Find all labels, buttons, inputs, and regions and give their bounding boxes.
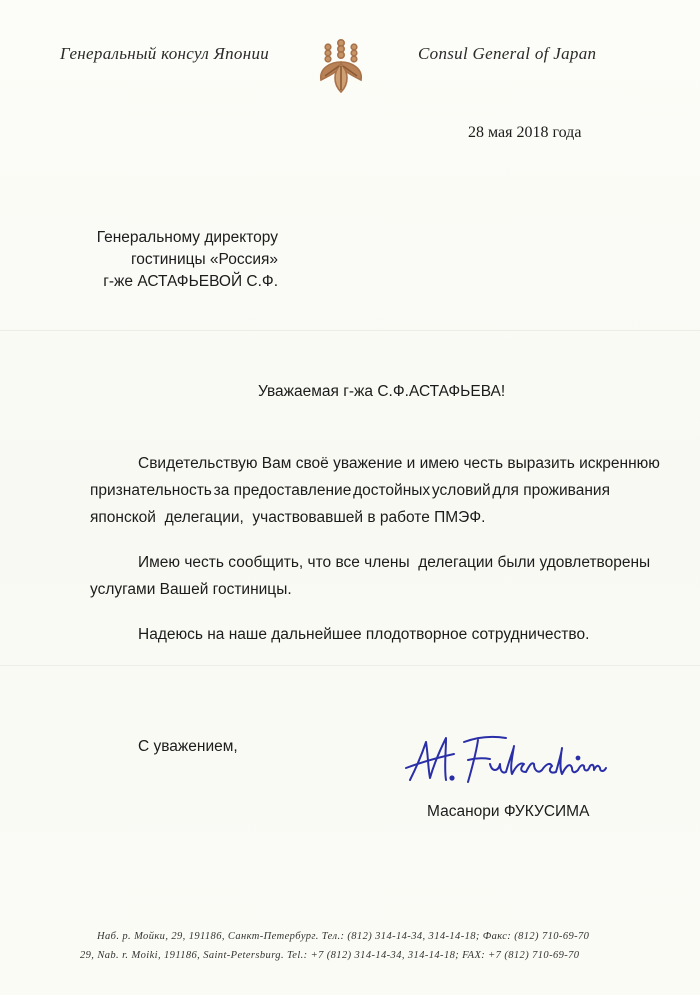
paragraph-line: Свидетельствую Вам своё уважение и имею честь выразить искреннюю [138,455,660,472]
paragraph-line: услугами Вашей гостиницы. [90,581,292,598]
signer-name: Масанори ФУКУСИМА [427,803,590,820]
addressee-block [64,227,278,293]
word: за предоставление [213,482,352,499]
word: достойных [353,482,431,499]
paragraph-line: Имею честь сообщить, что все члены делегации были удовлетворены [138,554,651,571]
paulownia-crest-icon [311,36,371,96]
paragraph-line: японской делегации, участвовавшей в работе ПМЭФ. [90,509,486,526]
salutation: Уважаемая г-жа С.Ф.АСТАФЬЕВА! [258,383,506,400]
addressee-line: Генеральному директору [96,229,278,246]
letterhead-title-ru: Генеральный консул Японии [60,44,270,63]
addressee-line: гостиницы «Россия» [130,251,278,268]
footer-address-en: 29, Nab. r. Moiki, 191186, Saint-Petersburg. Tel.: +7 (812) 314-14-34, 314-14-18; FAX: +7 (812) 710-69-70 [80,950,580,961]
addressee-line: г-же АСТАФЬЕВОЙ С.Ф. [103,273,278,290]
paragraph-line: Надеюсь на наше дальнейшее плодотворное сотрудничество. [138,626,590,643]
letter-date: 28 мая 2018 года [468,124,582,141]
paragraph-line [90,477,610,504]
word: признательность [90,482,212,499]
closing-phrase: С уважением, [138,738,238,755]
footer-address-ru: Наб. р. Мойки, 29, 191186, Санкт-Петербург. Тел.: (812) 314-14-34, 314-14-18; Факс: (812) 710-69-70 [97,931,590,942]
word: для проживания [492,482,610,499]
paragraph [90,621,610,648]
handwritten-signature [402,728,610,798]
fold-line [0,665,700,666]
fold-line [0,330,700,331]
word: условий [431,482,491,499]
paragraph [90,450,660,531]
paragraph [90,549,651,603]
letterhead-title-en: Consul General of Japan [418,44,597,63]
